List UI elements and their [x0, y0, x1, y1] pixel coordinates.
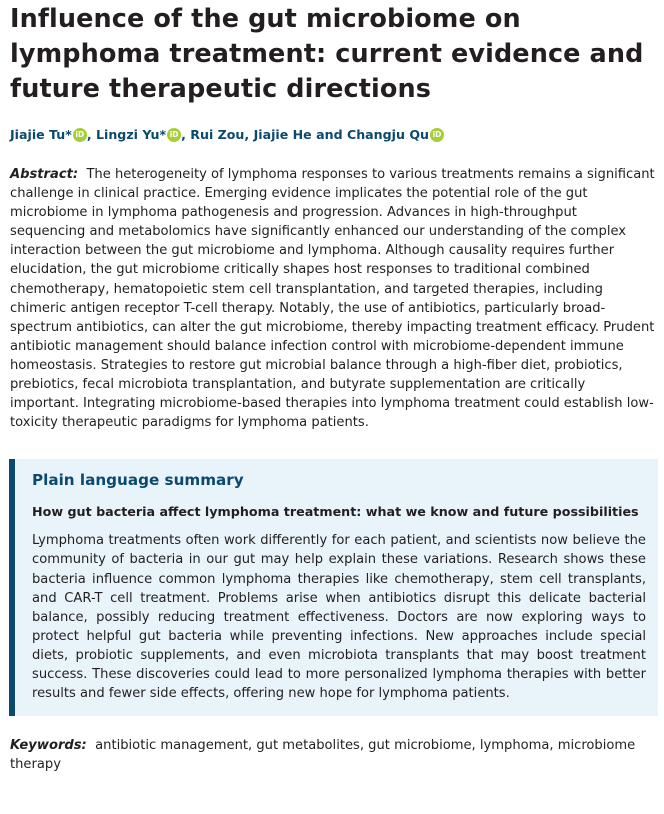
- keywords-text: antibiotic management, gut metabolites, gut microbiome, lymphoma, microbiome therapy: [10, 738, 636, 773]
- summary-heading: Plain language summary: [32, 471, 244, 490]
- orcid-icon[interactable]: iD: [167, 128, 181, 142]
- author-list: Jiajie Tu* iD , Lingzi Yu* iD , Rui Zou, Jiajie He and Changju Qu iD: [10, 126, 655, 144]
- author-name: Jiajie Tu*: [10, 127, 72, 142]
- author-link[interactable]: [96, 127, 181, 142]
- author-name: Jiajie He and Changju Qu: [253, 127, 429, 142]
- author-link[interactable]: [10, 127, 87, 142]
- author-name: Lingzi Yu*: [96, 127, 167, 142]
- keywords-label: Keywords:: [10, 738, 87, 754]
- orcid-icon[interactable]: iD: [73, 128, 87, 142]
- author-link[interactable]: [190, 127, 244, 142]
- abstract-label: Abstract:: [10, 167, 79, 182]
- abstract-text: The heterogeneity of lymphoma responses to various treatments remains a significant challenge in clinical practice. Emerging evidence implicates the potential role of the gut microbiome in lymphoma pathogenesis and progression. Advances in high-throughput sequencing and metabolomics have significantly enhanced our understanding of the complex interaction between the gut microbiome and lymphoma. Although causality requires further elucidation, the gut microbiome critically shapes host responses to traditional combined chemotherapy, hematopoietic stem cell transplantation, and targeted therapies, including chimeric antigen receptor T-cell therapy. Notably, the use of antibiotics, particularly broad-spectrum antibiotics, can alter the gut microbiome, thereby impacting treatment efficacy. Prudent antibiotic management should balance infection control with microbiome-dependent immune homeostasis. Strategies to restore gut microbial balance through a high-fiber diet, probiotics, prebiotics, fecal microbiota transplantation, and butyrate supplementation are critically important. Integrating microbiome-based therapies into lymphoma treatment could establish low-toxicity therapeutic paradigms for lymphoma patients.: [10, 167, 655, 431]
- abstract: [10, 165, 655, 432]
- orcid-icon[interactable]: iD: [430, 128, 444, 142]
- keywords: [10, 736, 655, 774]
- author-link[interactable]: [254, 127, 444, 142]
- summary-text: Lymphoma treatments often work differently for each patient, and scientists now believe the community of bacteria in our gut may help explain these variations. Research shows these bacteria influence common lymphoma therapies like chemotherapy, stem cell transplants, and CAR-T cell treatment. Problems arise when antibiotics disrupt this delicate bacterial balance, possibly reducing treatment effectiveness. Doctors are now exploring ways to protect helpful gut bacteria while preventing infections. New approaches include special diets, probiotic supplements, and even microbiota transplants that may boost treatment success. These discoveries could lead to more personalized lymphoma therapies with better results and fewer side effects, offering new hope for lymphoma patients.: [32, 533, 646, 702]
- plain-language-summary: [9, 459, 658, 716]
- author-name: Rui Zou: [190, 127, 245, 142]
- summary-subheading: How gut bacteria affect lymphoma treatment: what we know and future possibilities: [32, 504, 639, 520]
- article-title: Influence of the gut microbiome on lymphoma treatment: current evidence and future therapeutic directions: [10, 4, 644, 104]
